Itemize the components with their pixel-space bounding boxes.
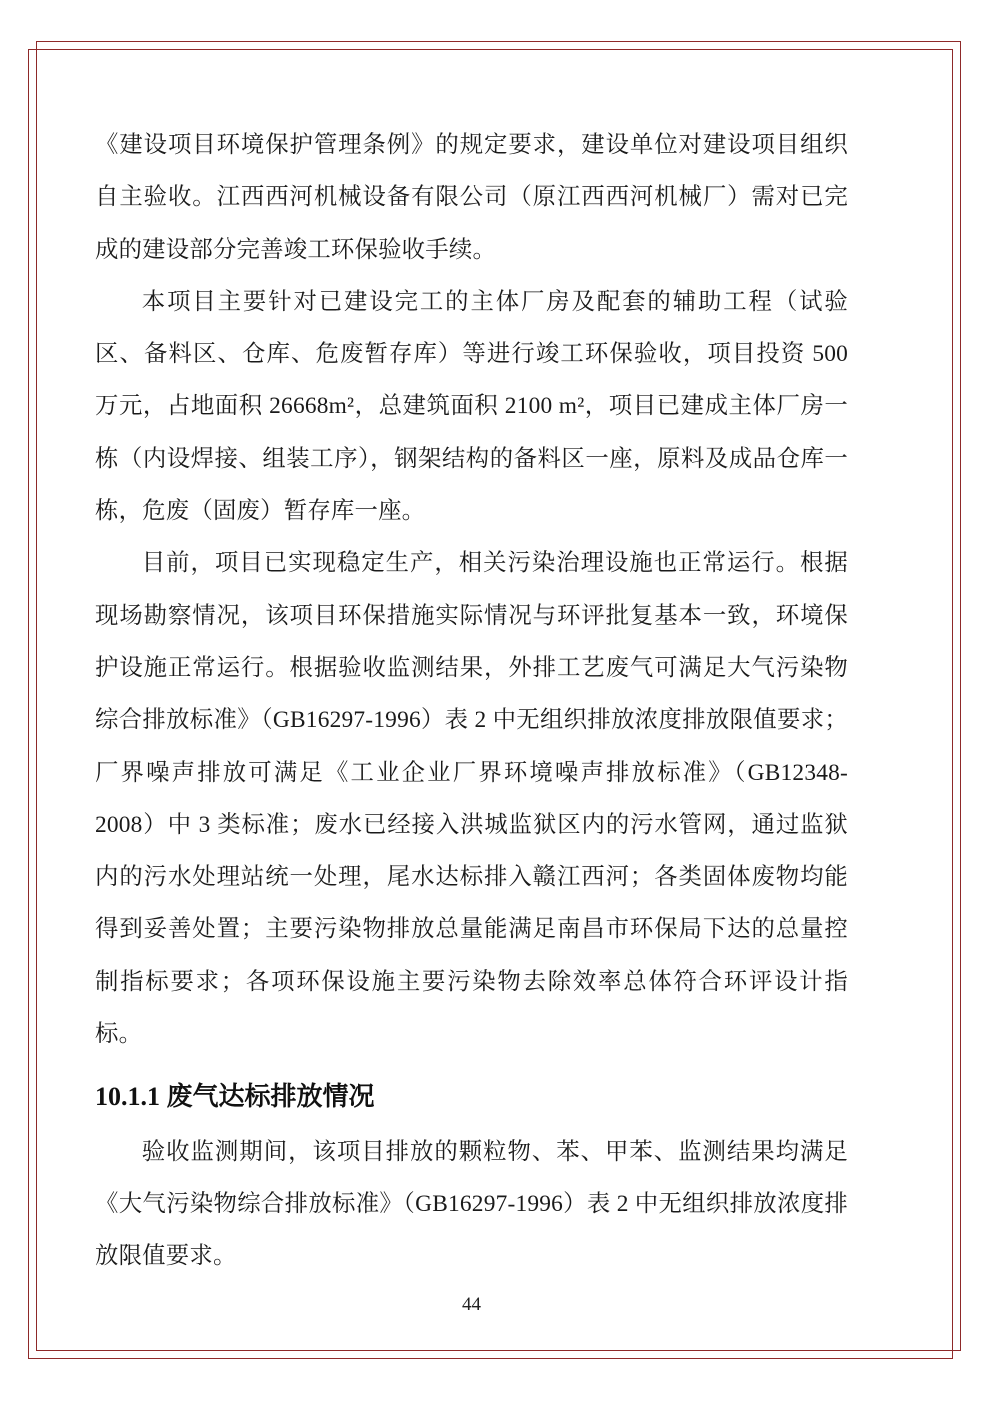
page-number: 44	[462, 1294, 481, 1315]
page-body	[95, 0, 848, 1283]
paragraph-waste-gas-result: 验收监测期间，该项目排放的颗粒物、苯、甲苯、监测结果均满足《大气污染物综合排放标准》（GB16297-1996）表 2 中无组织排放浓度排放限值要求。	[95, 1138, 848, 1270]
paragraph-continuation: 《建设项目环境保护管理条例》的规定要求，建设单位对建设项目组织自主验收。江西西河机械设备有限公司（原江西西河机械厂）需对已完成的建设部分完善竣工环保验收手续。	[95, 132, 848, 263]
section-heading: 10.1.1 废气达标排放情况	[95, 1082, 375, 1112]
paragraph-project-overview: 本项目主要针对已建设完工的主体厂房及配套的辅助工程（试验区、备料区、仓库、危废暂存库）等进行竣工环保验收，项目投资 500 万元，占地面积 26668m²，总建筑面积 2100 m²，项目已建成主体厂房一栋（内设焊接、组装工序），钢架结构的备料区一座，原料及成品仓库一栋，危废（固废）暂存库一座。	[95, 288, 848, 525]
paragraph-current-status: 目前，项目已实现稳定生产，相关污染治理设施也正常运行。根据现场勘察情况，该项目环保措施实际情况与环评批复基本一致，环境保护设施正常运行。根据验收监测结果，外排工艺废气可满足大气污染物综合排放标准》（GB16297-1996）表 2 中无组织排放浓度排放限值要求；厂界噪声排放可满足《工业企业厂界环境噪声排放标准》（GB12348-2008）中 3 类标准；废水已经接入洪城监狱区内的污水管网，通过监狱内的污水处理站统一处理，尾水达标排入赣江西河；各类固体废物均能得到妥善处置；主要污染物排放总量能满足南昌市环保局下达的总量控制指标要求；各项环保设施主要污染物去除效率总体符合环评设计指标。	[95, 550, 848, 1048]
